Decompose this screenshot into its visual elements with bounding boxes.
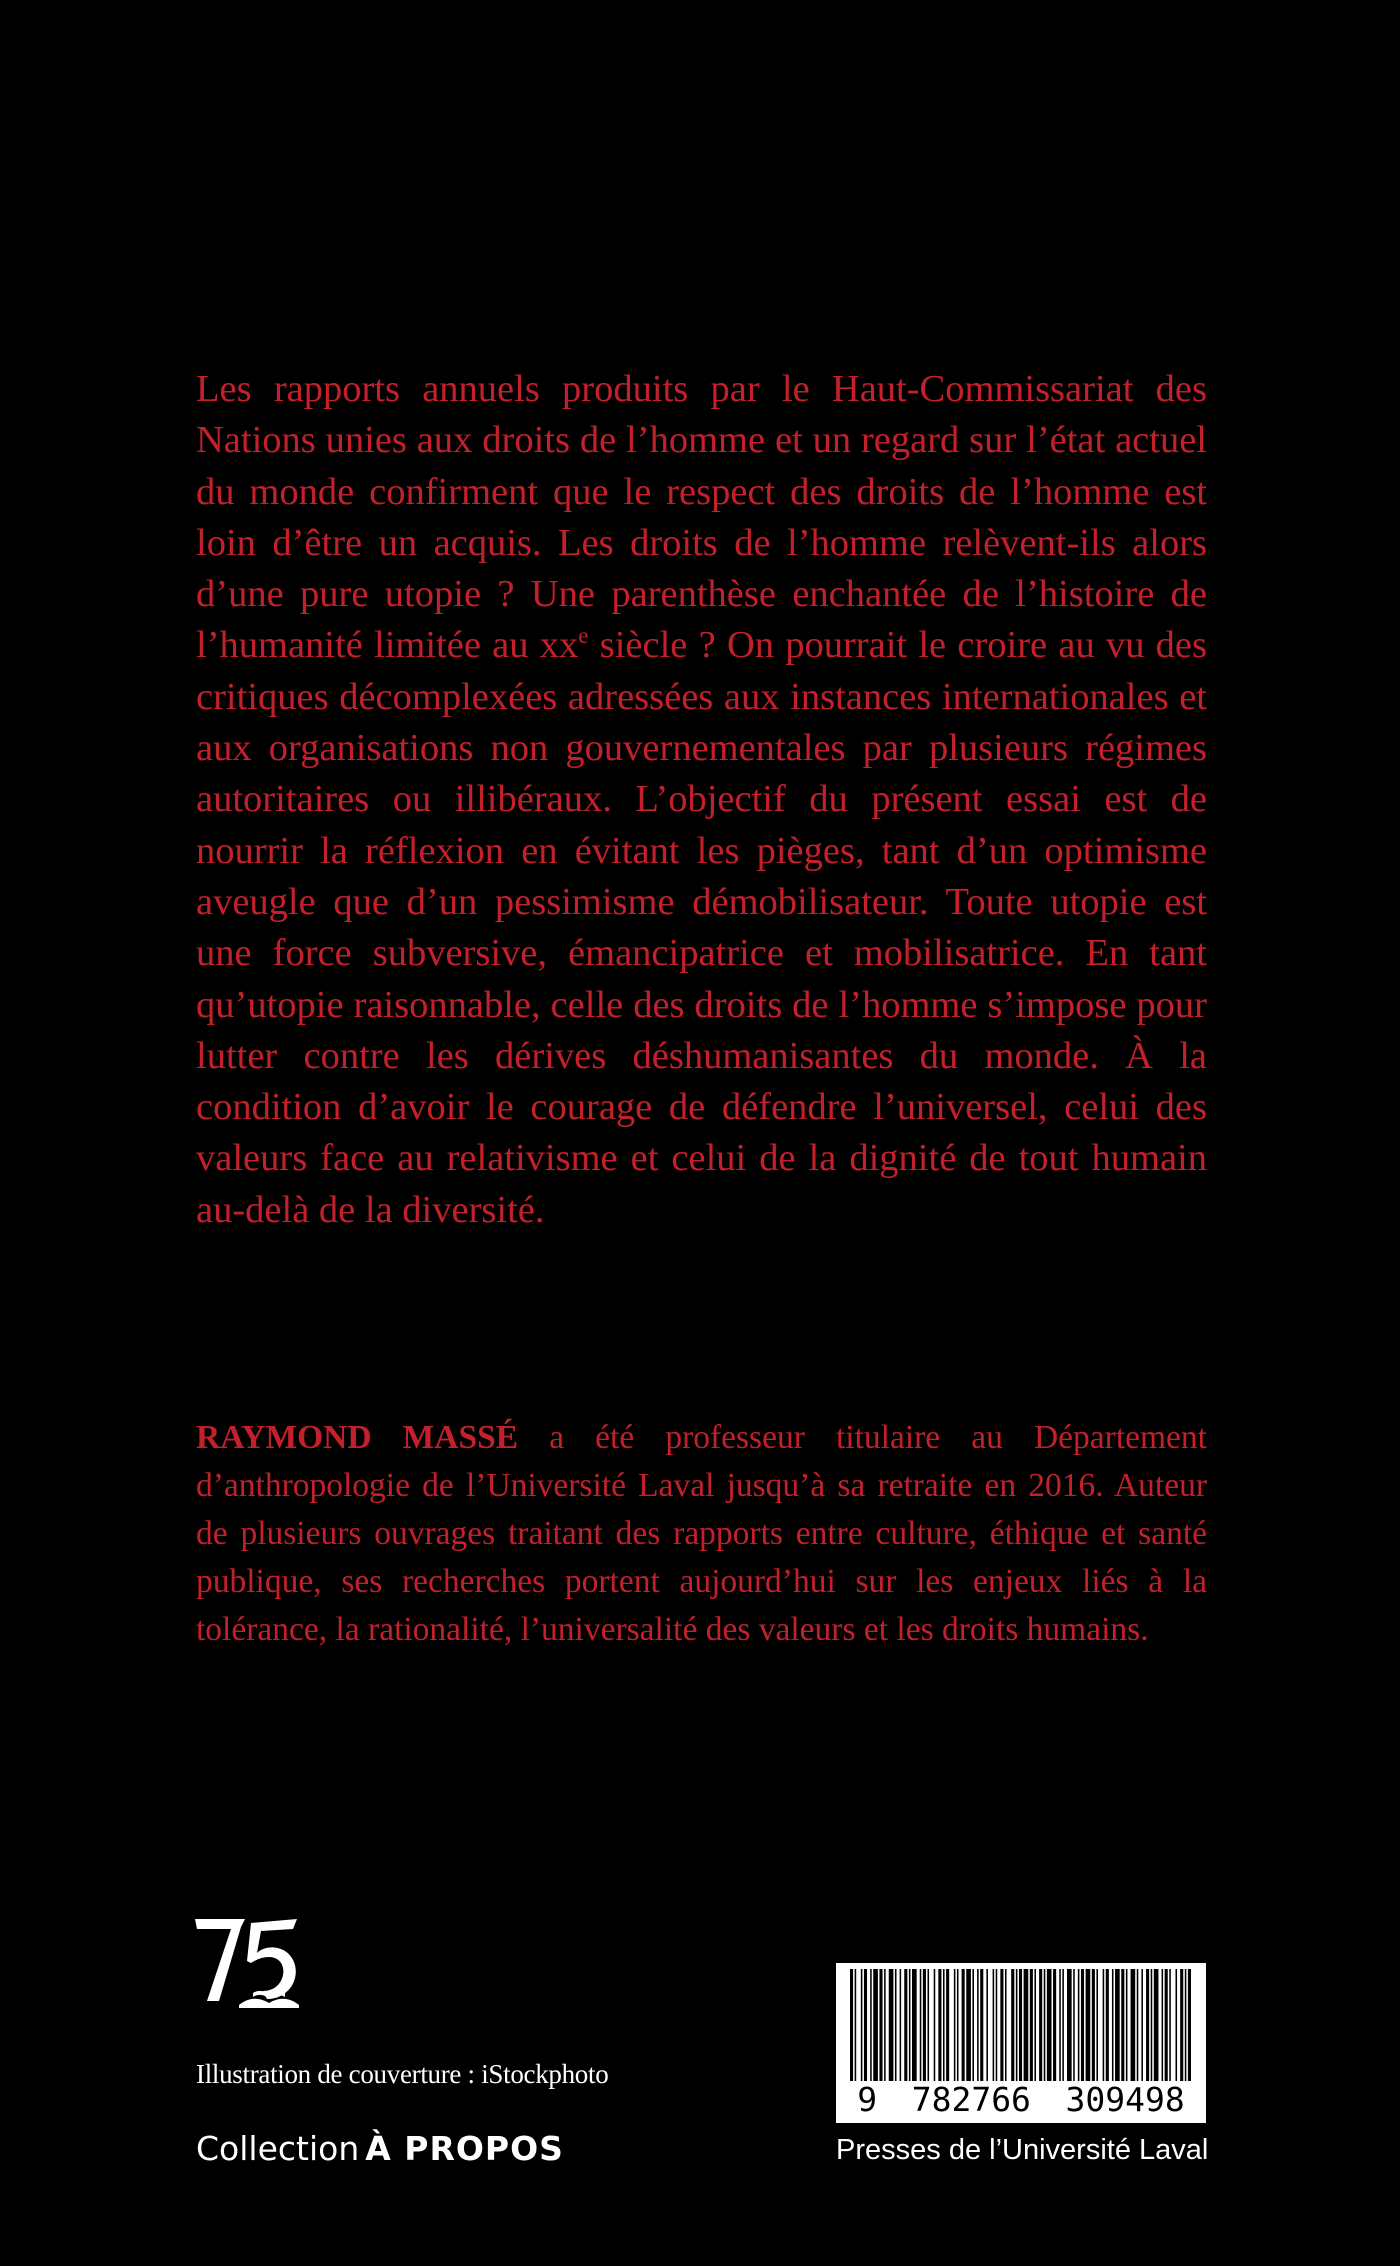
barcode-bar: [1169, 1969, 1171, 2081]
author-bio: [196, 1414, 1207, 1654]
barcode-bar: [1086, 1969, 1091, 2081]
barcode-bar: [873, 1969, 878, 2081]
barcode-bar: [870, 1969, 872, 2081]
barcode-bar: [934, 1969, 936, 2081]
anniversary-75-logo: [193, 1913, 303, 2008]
isbn-digit-prefix: 9: [854, 2081, 880, 2119]
summary-text-part1: Les rapports annuels produits par le Haut-Commissariat des Nations unies aux droits de l’homme et un regard sur l’état actuel du monde confirment que le respect des droits de l’homme est loin d’être un acquis. Les droits de l’homme relèvent-ils alors d’une pure utopie ? Une parenthèse enchantée de l’histoire de l’humanité limitée au xx: [196, 368, 1207, 667]
barcode-bar: [904, 1969, 907, 2081]
barcode-bar: [993, 1969, 995, 2081]
barcode-bar: [1137, 1969, 1139, 2081]
barcode-bar: [920, 1969, 922, 2081]
barcode-bar: [850, 1969, 853, 2081]
barcode-bar: [943, 1969, 945, 2081]
barcode-bar: [966, 1969, 971, 2081]
barcode-bar: [889, 1969, 894, 2081]
barcode-bar: [1151, 1969, 1153, 2081]
barcode-bar: [954, 1969, 956, 2081]
barcode-bar: [1073, 1969, 1075, 2081]
barcode-bar: [1024, 1969, 1029, 2081]
barcode-bar: [861, 1969, 863, 2081]
century-superscript: e: [578, 622, 589, 649]
barcode-bar: [1067, 1969, 1072, 2081]
barcode-bar: [946, 1969, 949, 2081]
barcode-bar: [986, 1969, 988, 2081]
summary-text-part2: siècle ? On pourrait le croire au vu des critiques décomplexées adressées aux instances internationales et aux organisations non gouvernementales par plusieurs régimes autoritaires ou illibéraux. L’objectif du présent essai est de nourrir la réflexion en évitant les pièges, tant d’un optimisme aveugle que d’un pessimisme démobilisateur. Toute utopie est une force subversive, émancipatrice et mobilisatrice. En tant qu’utopie raisonnable, celle des droits de l’homme s’impose pour lutter contre les dérives déshumanisantes du monde. À la condition d’avoir le courage de défendre l’universel, celui des valeurs face au relativisme et celui de la dignité de tout humain au-delà de la diversité.: [196, 624, 1207, 1231]
barcode-bar: [1078, 1969, 1080, 2081]
barcode-bar: [1131, 1969, 1136, 2081]
anniversary-75-book-logo-icon: [193, 1913, 303, 2008]
barcode-bar: [1034, 1969, 1036, 2081]
barcode-bar: [1059, 1969, 1061, 2081]
barcode-bar: [879, 1969, 882, 2081]
barcode-bar: [1112, 1969, 1114, 2081]
barcode-bar: [1106, 1969, 1109, 2081]
barcode-bar: [977, 1969, 979, 2081]
publisher-name: Presses de l’Université Laval: [836, 2134, 1209, 2166]
barcode-bar: [1115, 1969, 1120, 2081]
barcode-bar: [912, 1969, 917, 2081]
barcode-bar: [1053, 1969, 1056, 2081]
author-name: RAYMOND MASSÉ: [196, 1419, 519, 1456]
barcode-bar: [1081, 1969, 1084, 2081]
barcode-bar: [972, 1969, 974, 2081]
barcode-bar: [1005, 1969, 1007, 2081]
barcode-bar: [1000, 1969, 1003, 2081]
barcode-bar: [1096, 1969, 1098, 2081]
barcode-bar: [957, 1969, 959, 2081]
barcode-bar: [1141, 1969, 1143, 2081]
barcode-bar: [1185, 1969, 1187, 2081]
cover-illustration-credit: Illustration de couverture : iStockphoto: [196, 2059, 609, 2089]
back-cover-summary: [196, 364, 1207, 1236]
isbn-barcode: [836, 1963, 1206, 2123]
barcode-bar: [1039, 1969, 1042, 2081]
barcode-bar: [1188, 1969, 1191, 2081]
barcode-bar: [1016, 1969, 1018, 2081]
isbn-digit-group-1: 782766: [909, 2081, 1034, 2119]
barcode-bar: [884, 1969, 886, 2081]
barcode-bar: [864, 1969, 867, 2081]
collection-prefix: Collection: [196, 2129, 360, 2168]
author-bio-text: a été professeur titulaire au Département d’anthropologie de l’Université Laval jusqu’à sa retraite en 2016. Auteur de plusieurs ouvrages traitant des rapports entre culture, éthique et santé publique, ses recherches portent aujourd’hui sur les enjeux liés à la tolérance, la rationalité, l’universalité des valeurs et les droits humains.: [196, 1419, 1207, 1648]
barcode-bar: [1154, 1969, 1159, 2081]
barcode-bar: [1126, 1969, 1128, 2081]
barcode-bar: [980, 1969, 983, 2081]
barcode-bar: [895, 1969, 897, 2081]
barcode-bar: [1103, 1969, 1105, 2081]
barcode-bar: [855, 1969, 857, 2081]
barcode-bar: [928, 1969, 930, 2081]
collection-label: [196, 2128, 564, 2170]
barcode-bar: [1019, 1969, 1022, 2081]
collection-series-name: À PROPOS: [365, 2129, 564, 2168]
barcode-bar: [1092, 1969, 1095, 2081]
barcode-bar: [962, 1969, 965, 2081]
barcode-bar: [938, 1969, 941, 2081]
barcode-bar: [1062, 1969, 1064, 2081]
barcode-bar: [1176, 1969, 1178, 2081]
barcode-bar: [1146, 1969, 1149, 2081]
barcode-bar: [1047, 1969, 1052, 2081]
barcode-bar: [923, 1969, 926, 2081]
barcode-bar: [1011, 1969, 1014, 2081]
barcode-bar: [1030, 1969, 1033, 2081]
barcode-bar: [900, 1969, 902, 2081]
barcode-bars-icon: [836, 1963, 1206, 2081]
barcode-bar: [1180, 1969, 1183, 2081]
barcode-bar: [1121, 1969, 1124, 2081]
barcode-bar: [1162, 1969, 1164, 2081]
barcode-bar: [909, 1969, 911, 2081]
barcode-bar: [1165, 1969, 1168, 2081]
isbn-digits: [836, 2075, 1206, 2121]
isbn-digit-group-2: 309498: [1063, 2081, 1188, 2119]
barcode-bar: [1044, 1969, 1046, 2081]
barcode-bar: [996, 1969, 998, 2081]
